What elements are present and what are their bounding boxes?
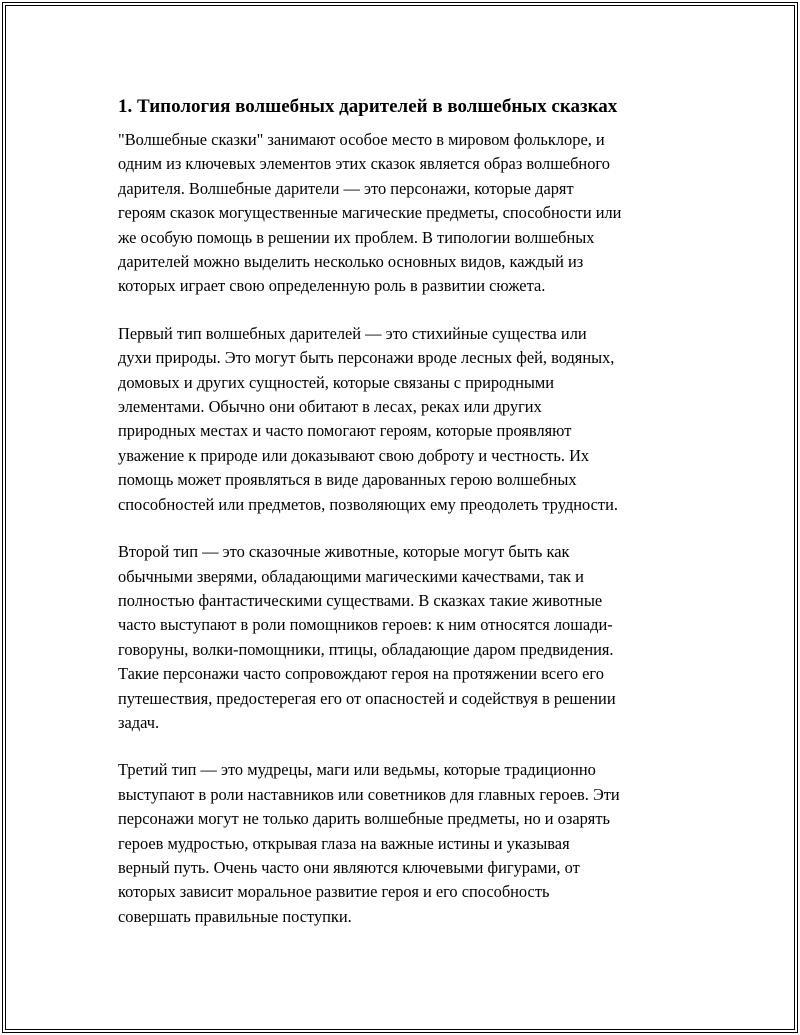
- text-line: домовых и других сущностей, которые связаны с природными: [118, 372, 555, 392]
- text-line: элементами. Обычно они обитают в лесах, реках или других: [118, 397, 542, 417]
- text-line: путешествия, предостерегая его от опасностей и содействуя в решении: [118, 688, 616, 708]
- text-line: природных местах и часто помогают героям, которые проявляют: [118, 421, 572, 441]
- paragraph-intro: [118, 128, 698, 299]
- text-line: которых играет свою определенную роль в развитии сюжета.: [118, 276, 546, 296]
- text-line: одним из ключевых элементов этих сказок является образ волшебного: [118, 154, 610, 174]
- text-line: героям сказок могущественные магические предметы, способности или: [118, 203, 622, 223]
- text-line: же особую помощь в решении их проблем. В типологии волшебных: [118, 227, 595, 247]
- text-line: Такие персонажи часто сопровождают героя на протяжении всего его: [118, 664, 604, 684]
- paragraph-second-type: [118, 540, 698, 735]
- text-line: обычными зверями, обладающими магическими качествами, так и: [118, 566, 584, 586]
- text-line: героев мудростью, открывая глаза на важные истины и указывая: [118, 833, 570, 853]
- text-line: персонажи могут не только дарить волшебные предметы, но и озарять: [118, 809, 610, 829]
- text-line: полностью фантастическими существами. В сказках такие животные: [118, 590, 603, 610]
- text-line: которых зависит моральное развитие героя и его способность: [118, 882, 550, 902]
- text-line: Второй тип — это сказочные животные, которые могут быть как: [118, 542, 570, 562]
- text-line: Третий тип — это мудрецы, маги или ведьмы, которые традиционно: [118, 760, 596, 780]
- text-line: Первый тип волшебных дарителей — это стихийные существа или: [118, 323, 587, 343]
- section-title: 1. Типология волшебных дарителей в волшебных сказках: [118, 96, 618, 117]
- text-line: уважение к природе или доказывают свою доброту и честность. Их: [118, 445, 590, 465]
- document-body: [118, 95, 698, 952]
- text-line: дарителей можно выделить несколько основных видов, каждый из: [118, 252, 584, 272]
- paragraph-first-type: [118, 322, 698, 517]
- text-line: говоруны, волки-помощники, птицы, обладающие даром предвидения.: [118, 639, 614, 659]
- text-line: способностей или предметов, позволяющих ему преодолеть трудности.: [118, 494, 618, 514]
- text-line: помощь может проявляться в виде дарованных герою волшебных: [118, 470, 577, 490]
- text-line: дарителя. Волшебные дарители — это персонажи, которые дарят: [118, 178, 574, 198]
- paragraph-third-type: [118, 758, 698, 929]
- text-line: выступают в роли наставников или советников для главных героев. Эти: [118, 784, 620, 804]
- text-line: духи природы. Это могут быть персонажи вроде лесных фей, водяных,: [118, 348, 615, 368]
- text-line: часто выступают в роли помощников героев: к ним относятся лошади-: [118, 615, 613, 635]
- text-line: "Волшебные сказки" занимают особое место в мировом фольклоре, и: [118, 130, 605, 149]
- text-line: задач.: [118, 712, 160, 732]
- text-line: совершать правильные поступки.: [118, 906, 352, 926]
- text-line: верный путь. Очень часто они являются ключевыми фигурами, от: [118, 857, 580, 877]
